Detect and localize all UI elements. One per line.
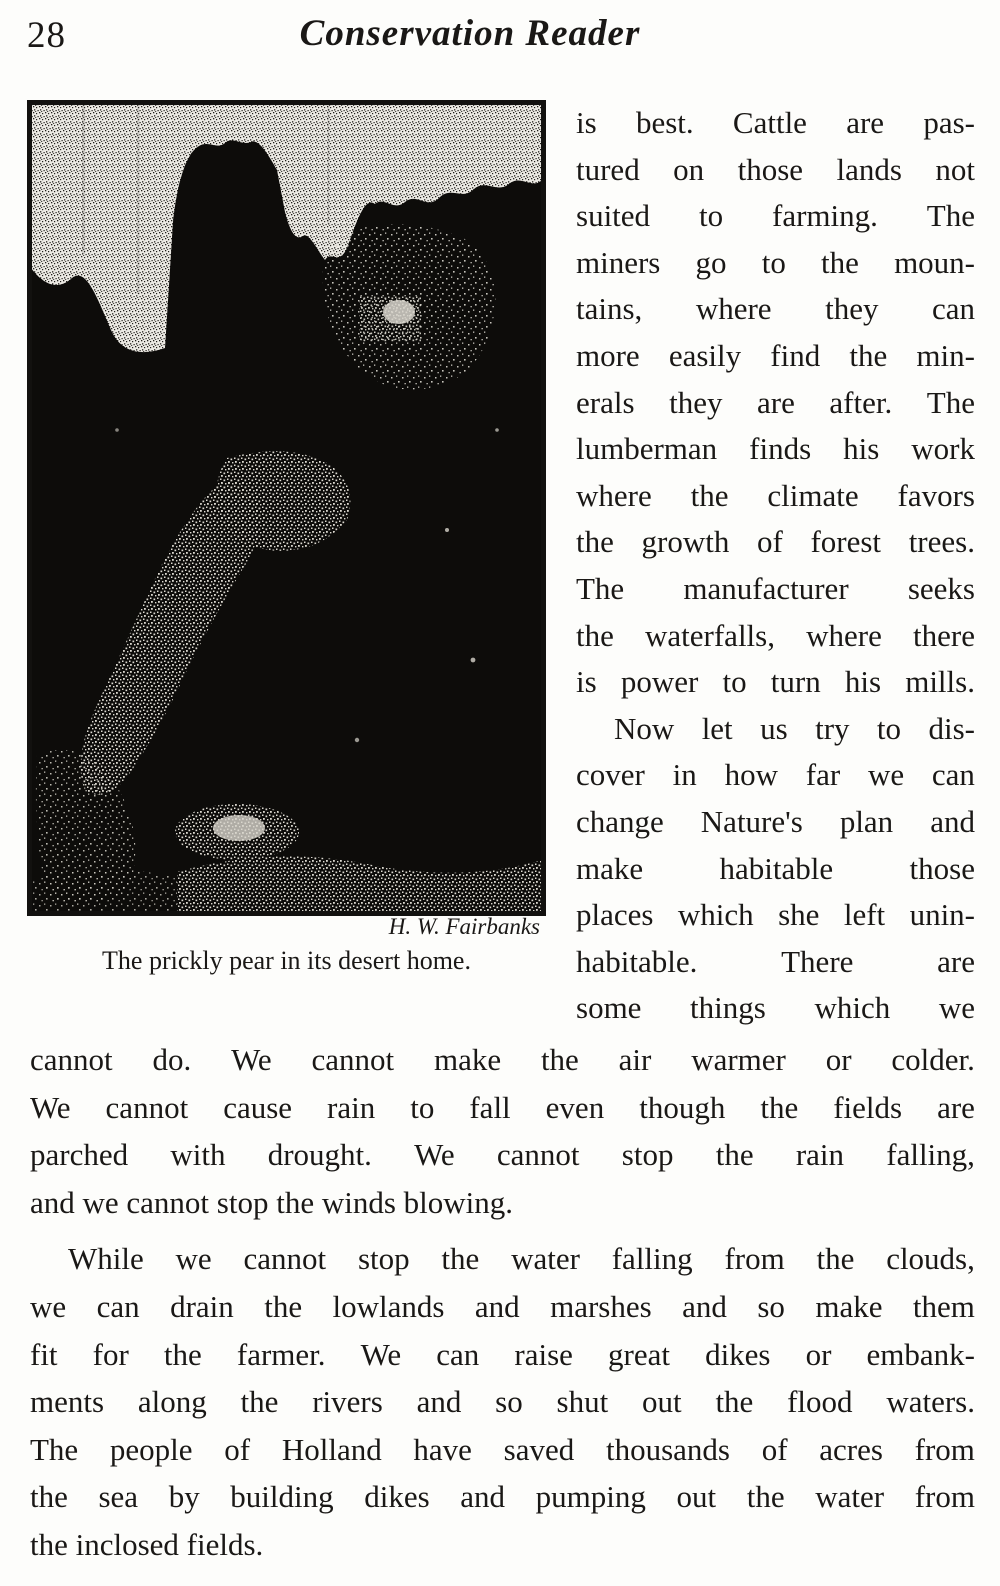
page-number: 28: [27, 15, 66, 56]
text-line: is best. Cattle are pas-: [576, 105, 975, 140]
text-line: the growth of forest trees.: [576, 524, 975, 560]
right-column-text: [576, 100, 975, 1032]
text-line: suited to farming. The: [576, 198, 975, 234]
text-line: ments along the rivers and so shut out the flood waters.: [30, 1384, 975, 1420]
text-line: we can drain the lowlands and marshes and so make them: [30, 1288, 975, 1324]
prickly-pear-photo: [27, 100, 546, 916]
photo-caption: The prickly pear in its desert home.: [102, 946, 471, 975]
text-line: lumberman finds his work: [576, 431, 975, 467]
text-line: the inclosed fields.: [30, 1526, 264, 1562]
page-title: Conservation Reader: [299, 13, 641, 54]
text-line: places which she left unin-: [576, 897, 975, 933]
text-line: the waterfalls, where there: [576, 617, 975, 653]
text-line: miners go to the moun-: [576, 244, 975, 280]
text-line: parched with drought. We cannot stop the rain falling,: [30, 1137, 975, 1173]
text-line: change Nature's plan and: [576, 803, 975, 839]
text-line: more easily find the min-: [576, 337, 975, 373]
text-line: We cannot cause rain to fall even though the fields are: [30, 1089, 975, 1125]
text-line: While we cannot stop the water falling from the clouds,: [68, 1241, 975, 1277]
text-line: cover in how far we can: [576, 757, 975, 793]
text-line: The manufacturer seeks: [576, 570, 975, 606]
text-line: where the climate favors: [576, 477, 975, 513]
halftone-photo-image: [27, 100, 546, 916]
text-line: some things which we: [576, 990, 975, 1026]
text-line: habitable. There are: [576, 943, 975, 979]
text-line: cannot do. We cannot make the air warmer or colder.: [30, 1042, 975, 1077]
text-line: erals they are after. The: [576, 384, 975, 420]
text-line: fit for the farmer. We can raise great dikes or embank-: [30, 1336, 975, 1372]
text-line: Now let us try to dis-: [614, 710, 975, 746]
text-line: the sea by building dikes and pumping out the water from: [30, 1479, 975, 1515]
text-line: and we cannot stop the winds blowing.: [30, 1184, 514, 1220]
text-line: tured on those lands not: [576, 151, 975, 187]
text-line: make habitable those: [576, 850, 975, 886]
bottom-text-block: [30, 1036, 975, 1569]
text-line: The people of Holland have saved thousands of acres from: [30, 1431, 975, 1467]
photo-credit: H. W. Fairbanks: [388, 914, 540, 939]
text-line: tains, where they can: [576, 291, 975, 327]
text-line: is power to turn his mills.: [576, 664, 975, 700]
